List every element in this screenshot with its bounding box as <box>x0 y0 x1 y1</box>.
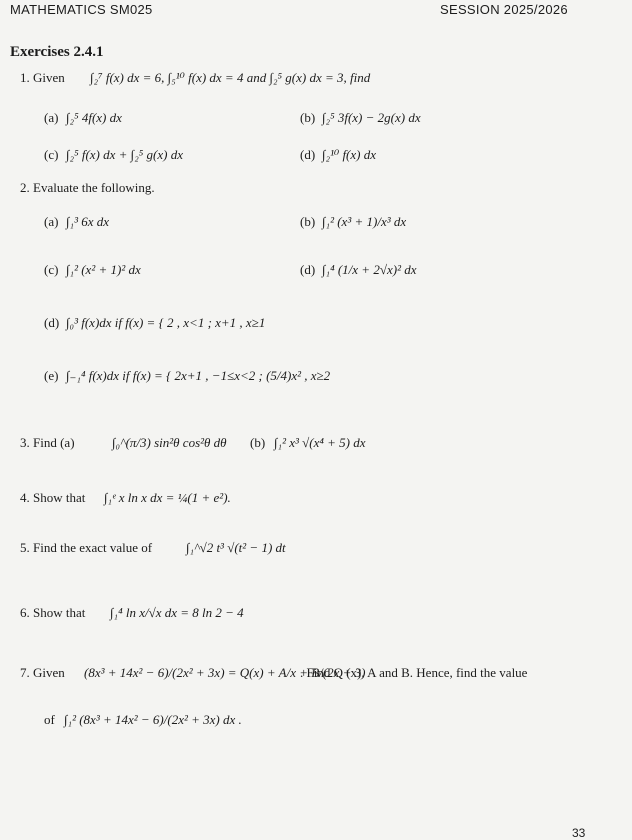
q7-expr2: ∫₁² (8x³ + 14x² − 6)/(2x² + 3x) dx . <box>64 712 242 727</box>
q2e-expr: ∫₀³ f(x)dx if f(x) = { 2 , x<1 ; x+1 , x≥1 <box>66 315 266 330</box>
section-title: Exercises 2.4.1 <box>10 44 104 60</box>
session: SESSION 2025/2026 <box>440 2 568 17</box>
q3-lead: 3. Find (a) <box>20 435 75 450</box>
q2d-expr: ∫₁⁴ (1/x + 2√x)² dx <box>322 262 417 277</box>
q5-expr: ∫₁^√2 t³ √(t² − 1) dt <box>186 540 286 555</box>
q1-given: ∫₂⁷ f(x) dx = 6, ∫₅¹⁰ f(x) dx = 4 and ∫₂⁵ g(x) dx = 3, find <box>90 70 371 85</box>
page-header <box>0 0 632 18</box>
q1a-label: (a) <box>44 110 59 125</box>
q1c-expr: ∫₂⁵ f(x) dx + ∫₂⁵ g(x) dx <box>66 147 183 162</box>
q7-expr: (8x³ + 14x² − 6)/(2x² + 3x) = Q(x) + A/x + B/(2x + 3) <box>84 665 366 680</box>
q2c-expr: ∫₁² (x² + 1)² dx <box>66 262 141 277</box>
q1c-label: (c) <box>44 147 59 162</box>
q1d-expr: ∫₂¹⁰ f(x) dx <box>322 147 376 162</box>
q2f-expr: ∫₋₁⁴ f(x)dx if f(x) = { 2x+1 , −1≤x<2 ; (5/4)x² , x≥2 <box>66 368 331 383</box>
q6-expr: ∫₁⁴ ln x/√x dx = 8 ln 2 − 4 <box>110 605 244 620</box>
q4-lead: 4. Show that <box>20 490 86 505</box>
q2e-label: (d) <box>44 315 60 330</box>
q7-lead: 7. Given <box>20 665 65 680</box>
q6-lead: 6. Show that <box>20 605 86 620</box>
q3b-expr: ∫₁² x³ √(x⁴ + 5) dx <box>274 435 366 450</box>
q7-of: of <box>44 712 55 727</box>
q2-lead: 2. Evaluate the following. <box>20 180 155 195</box>
q1d-label: (d) <box>300 147 316 162</box>
page-number: 33 <box>572 826 586 840</box>
q2b-label: (b) <box>300 214 316 229</box>
q4-expr: ∫₁ᵉ x ln x dx = ¼(1 + e²). <box>104 490 231 505</box>
q3a-expr: ∫₀^(π/3) sin²θ cos²θ dθ <box>112 435 227 450</box>
q2c-label: (c) <box>44 262 59 277</box>
q5-lead: 5. Find the exact value of <box>20 540 153 555</box>
q2b-expr: ∫₁² (x³ + 1)/x³ dx <box>322 214 407 229</box>
q2a-expr: ∫₁³ 6x dx <box>66 214 110 229</box>
q2a-label: (a) <box>44 214 59 229</box>
q7-tail: . Find Q (x), A and B. Hence, find the value <box>300 665 528 680</box>
q1a-expr: ∫₂⁵ 4f(x) dx <box>66 110 122 125</box>
q1-lead: 1. Given <box>20 70 65 85</box>
q1b-label: (b) <box>300 110 316 125</box>
q1b-expr: ∫₂⁵ 3f(x) − 2g(x) dx <box>322 110 421 125</box>
q2f-label: (e) <box>44 368 59 383</box>
q3b-label: (b) <box>250 435 266 450</box>
q2d-label: (d) <box>300 262 316 277</box>
course-code: MATHEMATICS SM025 <box>10 2 153 17</box>
